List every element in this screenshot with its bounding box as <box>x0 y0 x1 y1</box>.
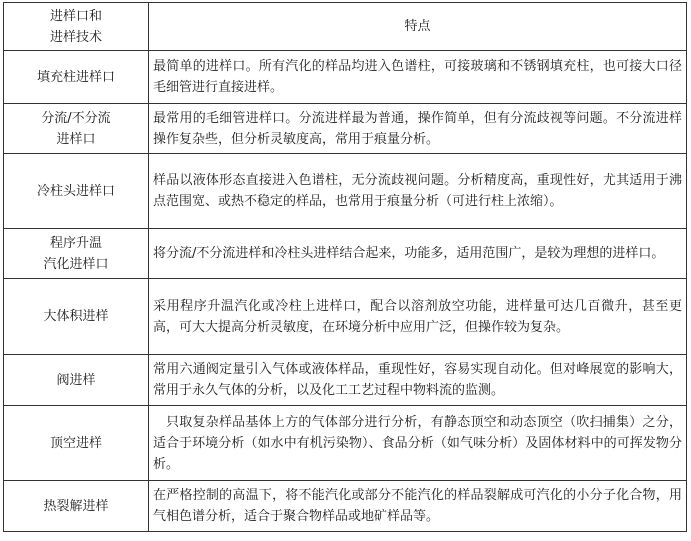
technique-desc: 将分流/不分流进样和冷柱头进样结合起来，功能多，适用范围广，是较为理想的进样口。 <box>149 229 687 279</box>
table-row <box>4 154 687 229</box>
table-row <box>4 406 687 481</box>
table-row <box>4 51 687 104</box>
table-row <box>4 104 687 154</box>
table-row <box>4 229 687 279</box>
technique-name-line2: 进样口 <box>56 131 96 147</box>
technique-desc: 采用程序升温汽化或冷柱上进样口，配合以溶剂放空功能，进样量可达几百微升，甚至更高，可大大提高分析灵敏度，在环境分析中应用广泛，但操作较为复杂。 <box>149 279 687 355</box>
table-row <box>4 481 687 532</box>
technique-name-cell <box>4 104 149 154</box>
technique-name: 热裂解进样 <box>43 498 109 514</box>
header-technique-line2: 进样技术 <box>49 29 102 45</box>
technique-name: 分流/不分流 <box>41 110 111 126</box>
technique-name-line2: 汽化进样口 <box>43 256 109 272</box>
technique-name-cell <box>4 355 149 406</box>
header-cell-features: 特点 <box>149 3 687 51</box>
table-row <box>4 355 687 406</box>
technique-name: 冷柱头进样口 <box>36 183 115 199</box>
header-technique-line1: 进样口和 <box>49 8 102 24</box>
technique-name-cell <box>4 229 149 279</box>
technique-name: 填充柱进样口 <box>36 69 115 85</box>
header-cell-technique <box>4 3 149 51</box>
technique-name: 顶空进样 <box>49 435 102 451</box>
technique-desc: 常用六通阀定量引入气体或液体样品，重现性好，容易实现自动化。但对峰展宽的影响大，常用于永久气体的分析，以及化工工艺过程中物料流的监测。 <box>149 355 687 406</box>
technique-name-cell <box>4 406 149 481</box>
table-header-row <box>4 3 687 51</box>
technique-desc: 最常用的毛细管进样口。分流进样最为普通，操作简单，但有分流歧视等问题。不分流进样操作复杂些，但分析灵敏度高，常用于痕量分析。 <box>149 104 687 154</box>
technique-desc: 样品以液体形态直接进入色谱柱，无分流歧视问题。分析精度高，重现性好，尤其适用于沸点范围宽、或热不稳定的样品，也常用于痕量分析（可进行柱上浓缩）。 <box>149 154 687 229</box>
technique-name-cell <box>4 154 149 229</box>
technique-name-cell <box>4 481 149 532</box>
technique-name-cell <box>4 51 149 104</box>
technique-name: 阀进样 <box>56 372 96 388</box>
technique-desc: 最简单的进样口。所有汽化的样品均进入色谱柱，可接玻璃和不锈钢填充柱，也可接大口径毛细管进行直接进样。 <box>149 51 687 104</box>
technique-name: 大体积进样 <box>43 309 109 324</box>
technique-desc: 在严格控制的高温下，将不能汽化或部分不能汽化的样品裂解成可汽化的小分子化合物，用气相色谱分析，适合于聚合物样品或地矿样品等。 <box>149 481 687 532</box>
technique-desc: 只取复杂样品基体上方的气体部分进行分析，有静态顶空和动态顶空（吹扫捕集）之分，适合于环境分析（如水中有机污染物）、食品分析（如气味分析）及固体材料中的可挥发物分析。 <box>149 406 687 481</box>
technique-name-cell <box>4 279 149 355</box>
technique-name: 程序升温 <box>49 235 102 251</box>
injection-table <box>3 2 687 532</box>
table-row <box>4 279 687 355</box>
